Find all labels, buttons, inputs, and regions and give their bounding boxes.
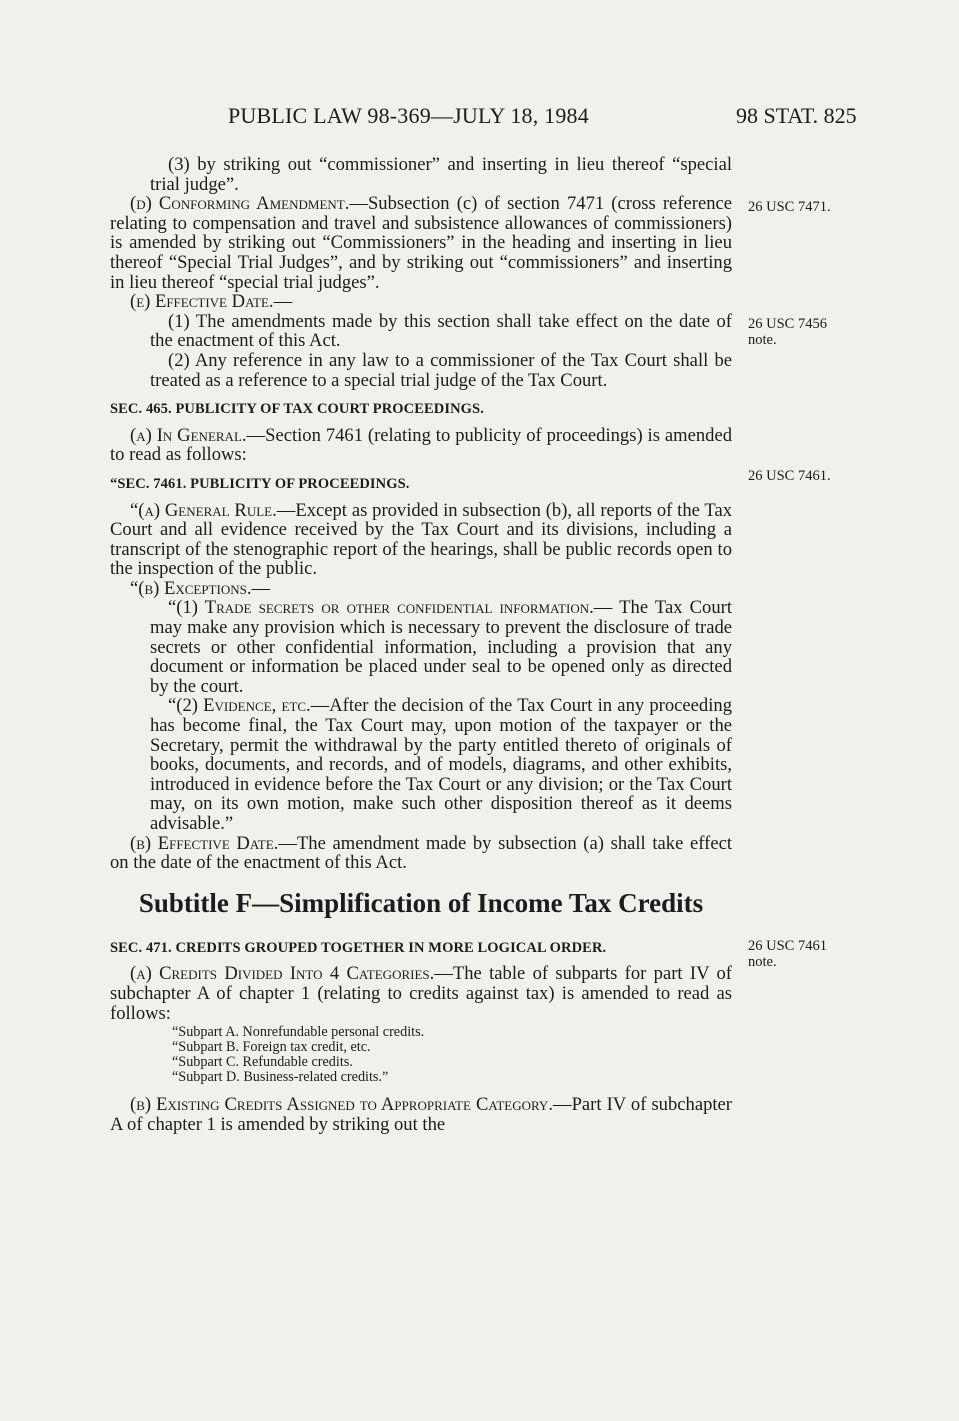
margin-note	[748, 469, 858, 485]
margin-note-text: note.	[748, 953, 777, 970]
paragraph-lead: (b) Effective Date.	[130, 832, 279, 854]
paragraph: (2) Any reference in any law to a commissioner of the Tax Court shall be treated as a reference to a special trial judge of the Tax Court.	[150, 349, 732, 391]
section-heading: SEC. 471. CREDITS GROUPED TOGETHER IN MORE LOGICAL ORDER.	[110, 939, 607, 956]
margin-note	[748, 200, 858, 216]
paragraph: (b) Existing Credits Assigned to Appropriate Category.—Part IV of subchapter A of chapter 1 is amended by striking out the	[110, 1094, 732, 1135]
margin-note-text: 26 USC 7461.	[748, 468, 831, 484]
paragraph: (e) Effective Date.—	[130, 291, 293, 313]
list-item: “Subpart A. Nonrefundable personal credits.	[172, 1024, 425, 1041]
list-item: “Subpart B. Foreign tax credit, etc.	[172, 1039, 371, 1056]
margin-note	[748, 939, 858, 970]
margin-note-text: 26 USC 7456	[748, 316, 827, 332]
paragraph-lead: (e) Effective Date.	[130, 291, 274, 313]
running-header-page: 98 STAT. 825	[736, 103, 857, 128]
margin-note-text: 26 USC 7471.	[748, 199, 831, 215]
paragraph-lead: (a) In General.	[130, 424, 247, 446]
paragraph: (b) Effective Date.—The amendment made by subsection (a) shall take effect on the date of the enactment of this Act.	[110, 832, 732, 874]
section-heading: “SEC. 7461. PUBLICITY OF PROCEEDINGS.	[110, 475, 410, 492]
section-heading: SEC. 465. PUBLICITY OF TAX COURT PROCEEDINGS.	[110, 401, 484, 418]
paragraph: (3) by striking out “commissioner” and inserting in lieu thereof “special trial judge”.	[150, 154, 732, 195]
paragraph-lead: “(a) General Rule.	[130, 499, 277, 521]
paragraph-lead: “(1) Trade secrets or other confidential information.	[168, 597, 594, 619]
paragraph: (1) The amendments made by this section shall take effect on the date of the enactment of this Act.	[150, 310, 732, 352]
paragraph: “(b) Exceptions.—	[130, 577, 271, 599]
paragraph: (a) Credits Divided Into 4 Categories.—The table of subparts for part IV of subchapter A of chapter 1 (relating to credits against tax) is amended to read as follows:	[110, 963, 732, 1024]
paragraph-lead: “(2) Evidence, etc.	[168, 695, 311, 717]
paragraph: “(a) General Rule.—Except as provided in subsection (b), all reports of the Tax Court and all evidence received by the Tax Court and its divisions, including a transcript of the stenographic report of the hearings, shall be public records open to the inspection of the public.	[110, 499, 732, 580]
paragraph-lead: (d) Conforming Amendment.	[130, 193, 350, 215]
list-item: “Subpart D. Business-related credits.”	[172, 1069, 389, 1086]
paragraph-lead: (b) Existing Credits Assigned to Appropriate Category.	[130, 1094, 553, 1116]
margin-note	[748, 317, 858, 348]
paragraph: (d) Conforming Amendment.—Subsection (c) of section 7471 (cross reference relating to compensation and travel and subsistence allowances of commissioners) is amended by striking out “Commissioners” in the heading and inserting in lieu thereof “Special Trial Judges”, and by striking out “commissioners” and inserting in lieu thereof “special trial judges”.	[110, 193, 733, 293]
margin-note-text: note.	[748, 331, 777, 348]
subtitle-heading: Subtitle F—Simplification of Income Tax Credits	[138, 887, 704, 918]
paragraph: (a) In General.—Section 7461 (relating to publicity of proceedings) is amended to read as follows:	[110, 424, 732, 466]
subpart-table	[110, 1025, 732, 1085]
body-text	[110, 155, 732, 1134]
running-header-title: PUBLIC LAW 98-369—JULY 18, 1984	[228, 103, 589, 128]
list-item: “Subpart C. Refundable credits.	[172, 1054, 353, 1071]
margin-note-text: 26 USC 7461	[748, 938, 827, 954]
paragraph-lead: “(b) Exceptions.	[130, 577, 252, 599]
paragraph: “(1) Trade secrets or other confidential information.— The Tax Court may make any provision which is necessary to prevent the disclosure of trade secrets or other confidential information, including a provision that any document or information be placed under seal to be opened only as directed by the court.	[150, 597, 732, 697]
paragraph-lead: (a) Credits Divided Into 4 Categories.	[130, 963, 435, 985]
paragraph: “(2) Evidence, etc.—After the decision of the Tax Court in any proceeding has become final, the Tax Court may, upon motion of the taxpayer or the Secretary, permit the withdrawal by the party entitled thereto of originals of books, documents, and records, and of models, diagrams, and other exhibits, introduced in evidence before the Tax Court or any division; or the Tax Court may, on its own motion, make such other disposition thereof as it deems advisable.”	[150, 695, 732, 834]
